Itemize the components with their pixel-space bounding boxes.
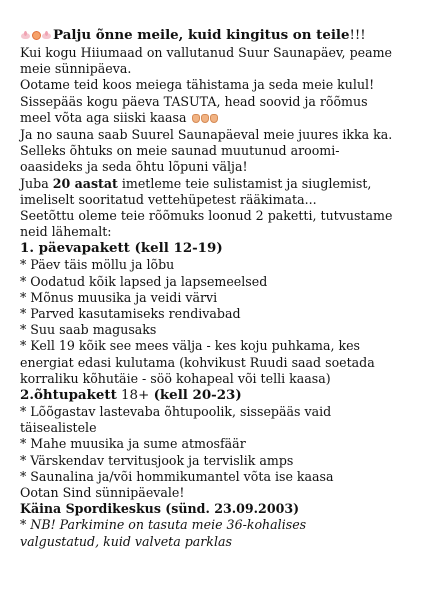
list-item: * Lõõgastav lastevaba õhtupoolik, sissepääs vaid	[20, 404, 332, 420]
parking-note	[20, 517, 424, 549]
package-2-age: 18+	[116, 388, 154, 404]
package-2-heading	[20, 387, 424, 404]
years-prefix: Juba	[20, 175, 53, 191]
sauna-line: Ja no sauna saab Suurel Saunapäeval meie juures ikka ka.	[20, 127, 393, 143]
list-item: * Värskendav tervitusjook ja tervislik amps	[20, 452, 294, 468]
list-item: * Mahe muusika ja sume atmosfäär	[20, 436, 246, 452]
list-item: energiat edasi kulutama (kohvikust Ruudi saad soetada	[20, 354, 375, 370]
intro-line: Ootame teid koos meiega tähistama ja seda meie kulul!	[20, 77, 375, 93]
intro-line-text: meel võta aga siiski kaasa	[20, 109, 187, 125]
note-line: valgustatud, kuid valveta parklas	[20, 533, 232, 549]
intro-paragraph	[20, 45, 424, 127]
packages-intro	[20, 208, 424, 240]
packages-intro-line: Seetõttu oleme teie rõõmuks loonud 2 paketti, tutvustame	[20, 208, 393, 224]
package-2-time: (kell 20-23)	[153, 387, 242, 404]
package-2-title: 2.õhtupakett	[20, 387, 117, 404]
closing-line: Ootan Sind sünnipäevale!	[20, 485, 185, 501]
intro-line: meie sünnipäeva.	[20, 61, 132, 77]
list-item: * Saunalina ja/või hommikumantel võta ise kaasa	[20, 468, 334, 484]
venue-line: Käina Spordikeskus (sünd. 23.09.2003)	[20, 501, 300, 517]
list-item: * Kell 19 kõik see mees välja - kes koju puhkama, kes	[20, 338, 361, 354]
sauna-line: Selleks õhtuks on meie saunad muutunud aroomi-	[20, 143, 340, 159]
document-title	[20, 26, 424, 45]
years-line: imeliselt sooritatud vettehüpetest rääkimata...	[20, 191, 317, 207]
years-line	[20, 176, 424, 192]
list-item: * Parved kasutamiseks rendivabad	[20, 306, 241, 322]
lotus-icon	[41, 27, 53, 45]
years-paragraph	[20, 176, 424, 208]
sauna-line: oaasideks ja seda õhtu lõpuni välja!	[20, 159, 248, 175]
list-item: korraliku kõhutäie - söö kohapeal või telli kaasa)	[20, 370, 331, 386]
packages-intro-line: neid lähemalt:	[20, 224, 112, 240]
list-item: täisealistele	[20, 420, 97, 436]
sauna-paragraph	[20, 127, 424, 176]
list-item: * Oodatud kõik lapsed ja lapsemeelsed	[20, 273, 268, 289]
package-1-heading: 1. päevapakett (kell 12-19)	[20, 240, 223, 257]
years-count: 20 aastat	[52, 175, 118, 191]
package-1	[20, 240, 424, 387]
list-item: * Päev täis möllu ja lõbu	[20, 257, 175, 273]
package-2	[20, 387, 424, 485]
intro-line: Kui kogu Hiiumaad on vallutanud Suur Saunapäev, peame	[20, 45, 392, 60]
lotus-icon	[20, 27, 32, 45]
title-suffix: !!!	[349, 28, 366, 43]
intro-line	[20, 110, 424, 127]
list-item: * Mõnus muusika ja veidi värvi	[20, 289, 218, 305]
list-item: * Suu saab magusaks	[20, 322, 157, 338]
flower-icon	[32, 27, 41, 45]
intro-line: Sissepääs kogu päeva TASUTA, head soovid ja rõõmus	[20, 93, 368, 109]
years-rest: imetleme teie sulistamist ja siuglemist,	[117, 175, 372, 191]
title-text: Palju õnne meile, kuid kingitus on teile	[53, 27, 350, 43]
note-line: * NB! Parkimine on tasuta meie 36-kohalises	[20, 517, 307, 533]
raised-hands-icon	[191, 111, 218, 127]
